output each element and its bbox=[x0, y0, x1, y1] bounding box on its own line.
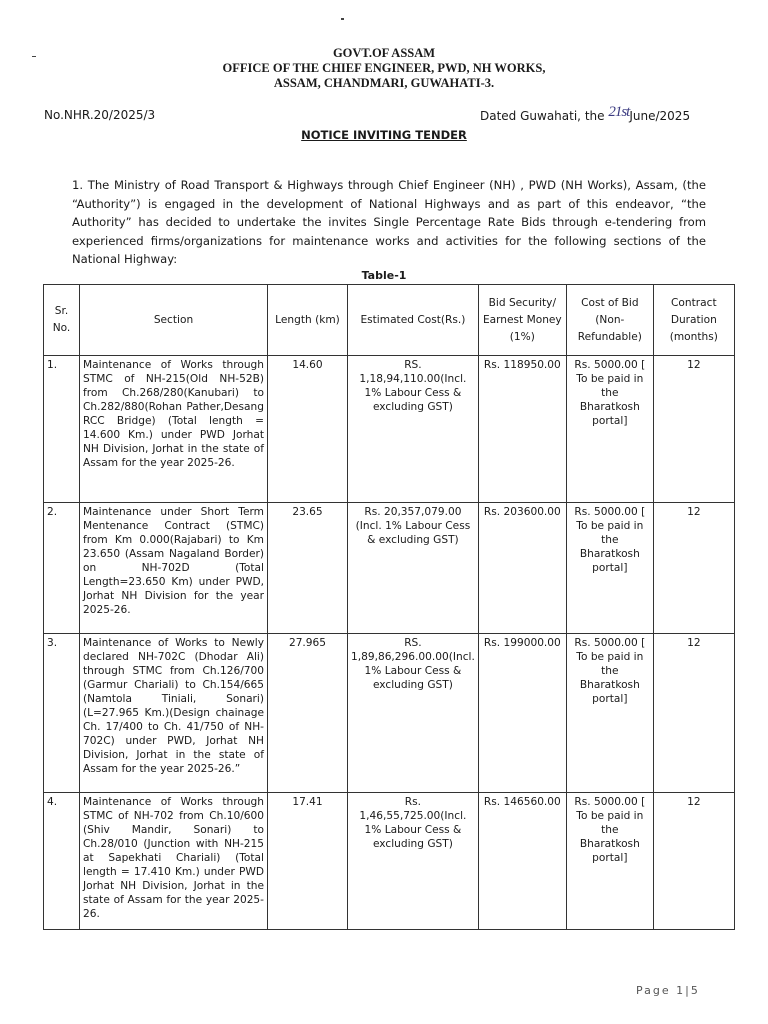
header-length: Length (km) bbox=[268, 285, 348, 356]
reference-number: No.NHR.20/2025/3 bbox=[44, 108, 156, 122]
cell-duration: 12 bbox=[653, 634, 734, 793]
notice-title: NOTICE INVITING TENDER bbox=[301, 128, 467, 142]
cell-sr: 1. bbox=[44, 356, 80, 503]
dated-prefix: Dated Guwahati, the bbox=[480, 109, 605, 123]
cell-cost: RS. 1,18,94,110.00(Incl. 1% Labour Cess & excluding GST) bbox=[348, 356, 479, 503]
cell-bid-security: Rs. 199000.00 bbox=[478, 634, 566, 793]
cell-section: Maintenance under Short Term Mentenance Contract (STMC) from Km 0.000(Rajabari) to Km 23.650 (Assam Nagaland Border) on NH-702D (Total Length=23.650 Km) under PWD, Jorhat NH Division for the year 2025-26. bbox=[80, 503, 268, 634]
table-row bbox=[44, 634, 735, 793]
cell-duration: 12 bbox=[653, 503, 734, 634]
cell-section: Maintenance of Works through STMC of NH-702 from Ch.10/600 (Shiv Mandir, Sonari) to Ch.28/010 (Junction with NH-215 at Sapekhati Chariali) (Total length = 17.410 Km.) under PWD Jorhat NH Division, Jorhat in the state of Assam for the year 2025-26. bbox=[80, 793, 268, 930]
tender-table bbox=[43, 284, 735, 930]
cell-length: 27.965 bbox=[268, 634, 348, 793]
cell-sr: 3. bbox=[44, 634, 80, 793]
cell-cost: RS. 1,89,86,296.00.00(Incl. 1% Labour Cess & excluding GST) bbox=[348, 634, 479, 793]
cell-cost-of-bid: Rs. 5000.00 [ To be paid in the Bharatkosh portal] bbox=[566, 634, 653, 793]
header-section: Section bbox=[80, 285, 268, 356]
cell-bid-security: Rs. 118950.00 bbox=[478, 356, 566, 503]
letterhead bbox=[0, 46, 768, 91]
cell-cost-of-bid: Rs. 5000.00 [ To be paid in the Bharatkosh portal] bbox=[566, 793, 653, 930]
letterhead-line-1: GOVT.OF ASSAM bbox=[332, 46, 436, 60]
page-number: Page 1|5 bbox=[636, 984, 700, 997]
cell-bid-security: Rs. 203600.00 bbox=[478, 503, 566, 634]
cell-cost: Rs. 20,357,079.00 (Incl. 1% Labour Cess & excluding GST) bbox=[348, 503, 479, 634]
cell-length: 17.41 bbox=[268, 793, 348, 930]
cell-cost-of-bid: Rs. 5000.00 [ To be paid in the Bharatkosh portal] bbox=[566, 356, 653, 503]
table-header-row bbox=[44, 285, 735, 356]
letterhead-line-3: ASSAM, CHANDMARI, GUWAHATI-3. bbox=[273, 76, 495, 90]
table-row bbox=[44, 356, 735, 503]
scan-speck bbox=[341, 18, 344, 20]
cell-length: 23.65 bbox=[268, 503, 348, 634]
header-sr: Sr. No. bbox=[44, 285, 80, 356]
table-caption: Table-1 bbox=[361, 269, 407, 282]
table-row bbox=[44, 503, 735, 634]
header-cost: Estimated Cost(Rs.) bbox=[348, 285, 479, 356]
intro-paragraph: 1. The Ministry of Road Transport & Highways through Chief Engineer (NH) , PWD (NH Works), Assam, (the “Authority”) is engaged in the development of National Highways and as part of this endeavor, “the Authority” has decided to undertake the invites Single Percentage Rate Bids through e-tendering from experienced firms/organizations for maintenance works and activities for the following sections of the National Highway: bbox=[72, 178, 706, 267]
dated-suffix: June/2025 bbox=[629, 109, 691, 123]
cell-section: Maintenance of Works through STMC of NH-215(Old NH-52B) from Ch.268/280(Kanubari) to Ch.282/880(Rohan Pather,Desang RCC Bridge) (Total length = 14.600 Km.) under PWD Jorhat NH Division, Jorhat in the state of Assam for the year 2025-26. bbox=[80, 356, 268, 503]
cell-sr: 2. bbox=[44, 503, 80, 634]
header-cost-of-bid: Cost of Bid (Non-Refundable) bbox=[566, 285, 653, 356]
dated-line bbox=[480, 104, 691, 125]
cell-duration: 12 bbox=[653, 356, 734, 503]
cell-cost: Rs. 1,46,55,725.00(Incl. 1% Labour Cess & excluding GST) bbox=[348, 793, 479, 930]
cell-section: Maintenance of Works to Newly declared NH-702C (Dhodar Ali) through STMC from Ch.126/700 (Garmur Chariali) to Ch.154/665 (Namtola Tiniali, Sonari)(L=27.965 Km.)(Design chainage Ch. 17/400 to Ch. 41/750 of NH-702C) under PWD, Jorhat NH Division, Jorhat in the state of Assam for the year 2025-26.” bbox=[80, 634, 268, 793]
header-bid-security: Bid Security/ Earnest Money (1%) bbox=[478, 285, 566, 356]
cell-duration: 12 bbox=[653, 793, 734, 930]
cell-sr: 4. bbox=[44, 793, 80, 930]
cell-cost-of-bid: Rs. 5000.00 [ To be paid in the Bharatkosh portal] bbox=[566, 503, 653, 634]
table-row bbox=[44, 793, 735, 930]
letterhead-line-2: OFFICE OF THE CHIEF ENGINEER, PWD, NH WORKS, bbox=[222, 61, 546, 75]
cell-bid-security: Rs. 146560.00 bbox=[478, 793, 566, 930]
handwritten-day: 21st bbox=[608, 104, 630, 120]
header-duration: Contract Duration (months) bbox=[653, 285, 734, 356]
cell-length: 14.60 bbox=[268, 356, 348, 503]
